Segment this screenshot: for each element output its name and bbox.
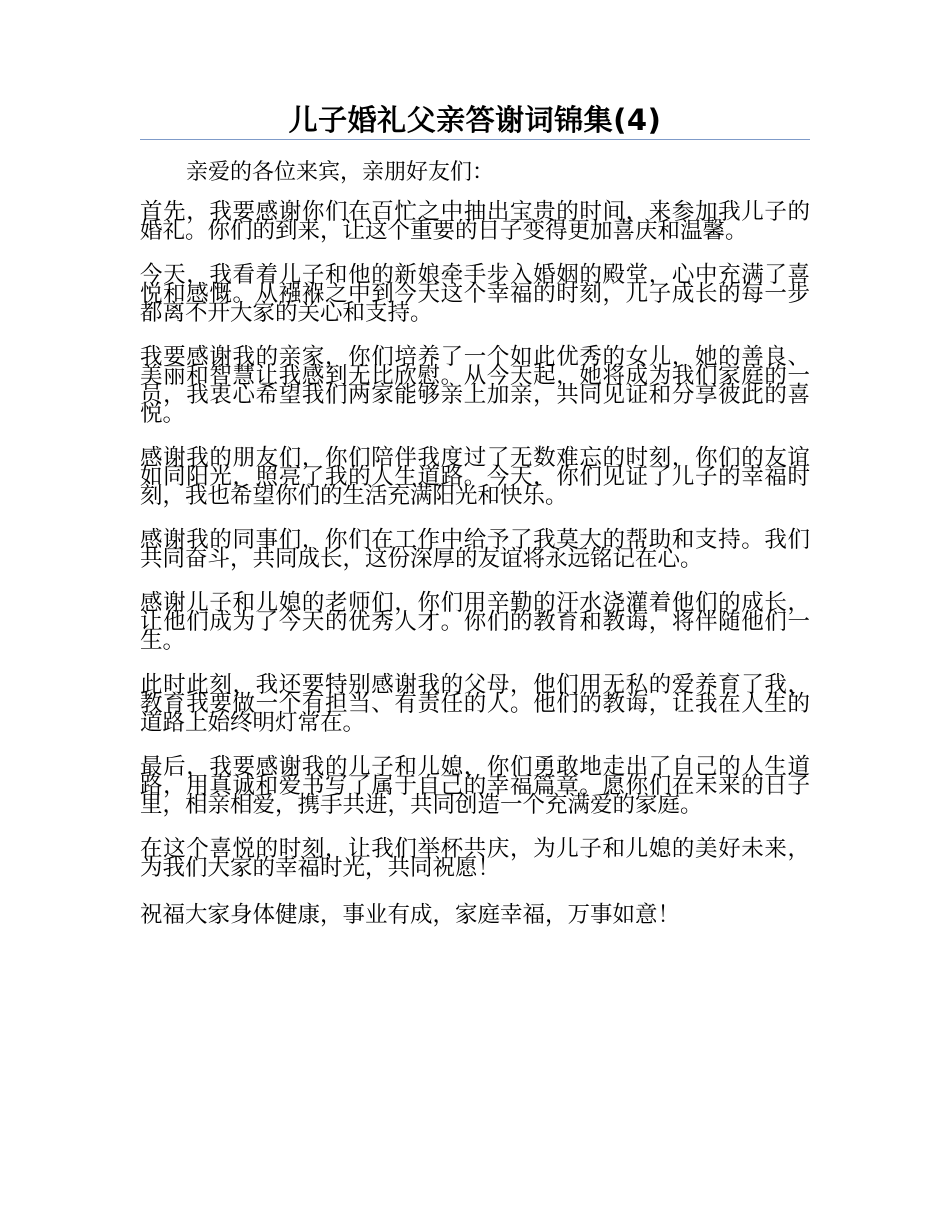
document-body xyxy=(140,158,810,952)
paragraph-9: 在这个喜悦的时刻，让我们举杯共庆，为儿子和儿媳的美好未来，为我们大家的幸福时光，共同祝愿！ xyxy=(140,836,810,881)
paragraph-3: 我要感谢我的亲家，你们培养了一个如此优秀的女儿，她的善良、美丽和智慧让我感到无比欣慰。从今天起，她将成为我们家庭的一员，我衷心希望我们两家能够亲上加亲，共同见证和分享彼此的喜悦。 xyxy=(140,344,810,427)
paragraph-5: 感谢我的同事们，你们在工作中给予了我莫大的帮助和支持。我们共同奋斗，共同成长，这份深厚的友谊将永远铭记在心。 xyxy=(140,527,810,572)
paragraph-8: 最后，我要感谢我的儿子和儿媳，你们勇敢地走出了自己的人生道路，用真诚和爱书写了属于自己的幸福篇章。愿你们在未来的日子里，相亲相爱，携手共进，共同创造一个充满爱的家庭。 xyxy=(140,754,810,818)
greeting: 亲爱的各位来宾，亲朋好友们： xyxy=(186,160,495,185)
paragraph-2: 今天，我看着儿子和他的新娘牵手步入婚姻的殿堂，心中充满了喜悦和感慨。从襁褓之中到今天这个幸福的时刻，儿子成长的每一步都离不开大家的关心和支持。 xyxy=(140,262,810,326)
paragraph-4: 感谢我的朋友们，你们陪伴我度过了无数难忘的时刻，你们的友谊如同阳光，照亮了我的人生道路。今天，你们见证了儿子的幸福时刻，我也希望你们的生活充满阳光和快乐。 xyxy=(140,445,810,509)
title-underline xyxy=(140,139,810,140)
document-title: 儿子婚礼父亲答谢词锦集(4) xyxy=(288,103,662,137)
paragraph-6: 感谢儿子和儿媳的老师们，你们用辛勤的汗水浇灌着他们的成长，让他们成为了今天的优秀人才。你们的教育和教诲，将伴随他们一生。 xyxy=(140,590,810,654)
paragraph-1: 首先，我要感谢你们在百忙之中抽出宝贵的时间，来参加我儿子的婚礼。你们的到来，让这个重要的日子变得更加喜庆和温馨。 xyxy=(140,199,810,244)
paragraph-7: 此时此刻，我还要特别感谢我的父母，他们用无私的爱养育了我，教育我要做一个有担当、有责任的人。他们的教诲，让我在人生的道路上始终明灯常在。 xyxy=(140,672,810,736)
paragraph-10: 祝福大家身体健康，事业有成，家庭幸福，万事如意！ xyxy=(140,902,681,928)
